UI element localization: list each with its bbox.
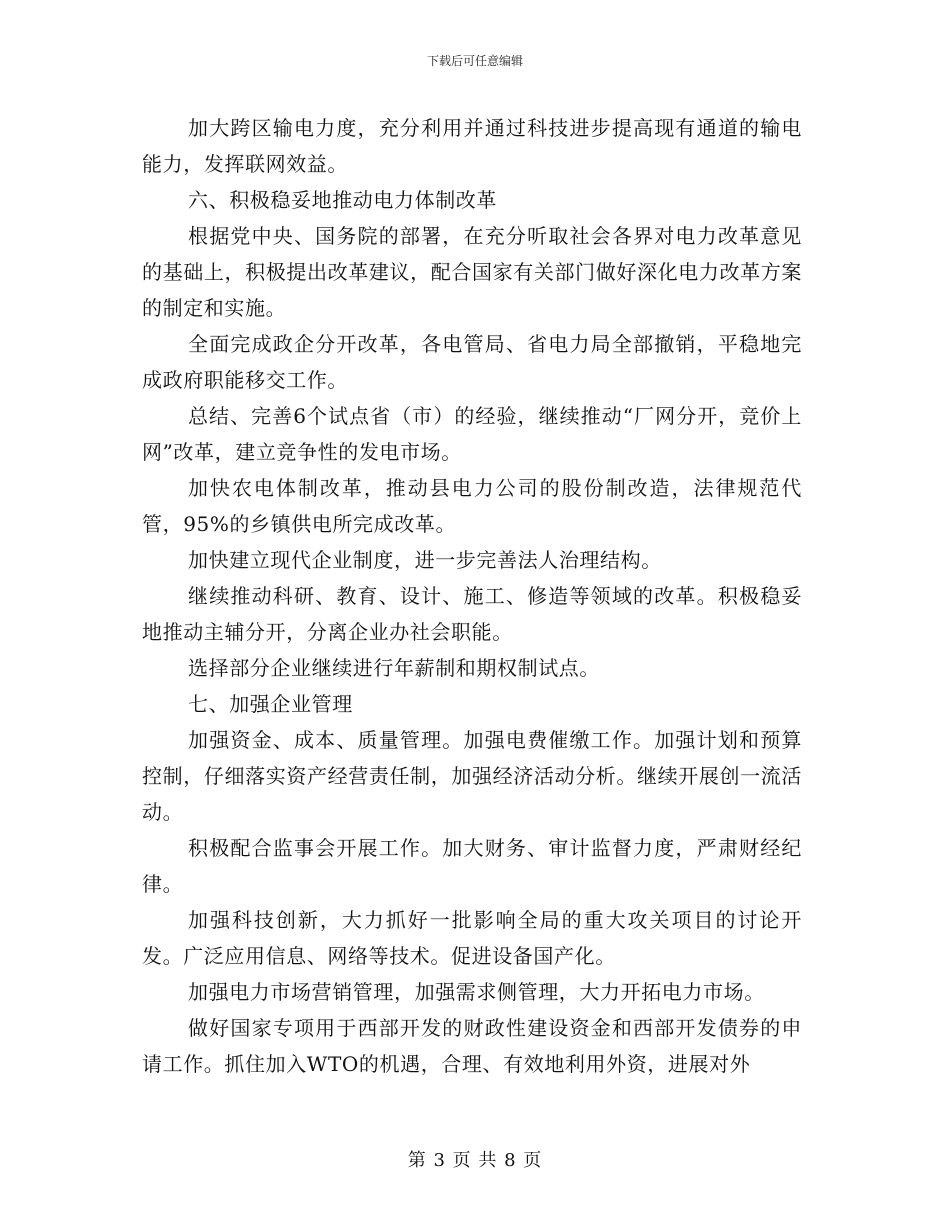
- paragraph-8: 选择部分企业继续进行年薪制和期权制试点。: [188, 656, 600, 680]
- paragraph-12: 加强电力市场营销管理，加强需求侧管理，大力开拓电力市场。: [188, 980, 765, 1004]
- paragraph-4: 总结、完善6个试点省（市）的经验，继续推动“厂网分开，竞价上网”改革，建立竞争性的发电市场。: [142, 404, 802, 464]
- paragraph-5: 加快农电体制改革，推动县电力公司的股份制改造，法律规范代管，95%的乡镇供电所完成改革。: [142, 476, 802, 536]
- paragraph-13: 做好国家专项用于西部开发的财政性建设资金和西部开发债券的申请工作。抓住加入WTO的机遇，合理、有效地利用外资，进展对外: [142, 1016, 802, 1076]
- paragraph-3: 全面完成政企分开改革，各电管局、省电力局全部撤销，平稳地完成政府职能移交工作。: [142, 332, 802, 392]
- section-heading-6: 六、积极稳妥地推动电力体制改革: [188, 188, 497, 212]
- paragraph-7: 继续推动科研、教育、设计、施工、修造等领域的改革。积极稳妥地推动主辅分开，分离企业办社会职能。: [142, 584, 802, 644]
- page-header: 下载后可任意编辑: [426, 54, 523, 68]
- page-footer: 第 3 页 共 8 页: [407, 1150, 543, 1171]
- paragraph-10: 积极配合监事会开展工作。加大财务、审计监督力度，严肃财经纪律。: [142, 836, 802, 896]
- section-heading-7: 七、加强企业管理: [188, 692, 353, 716]
- paragraph-9: 加强资金、成本、质量管理。加强电费催缴工作。加强计划和预算控制，仔细落实资产经营责任制，加强经济活动分析。继续开展创一流活动。: [142, 728, 802, 824]
- document-body: [142, 110, 802, 1082]
- paragraph-6: 加快建立现代企业制度，进一步完善法人治理结构。: [188, 548, 662, 572]
- paragraph-1: 加大跨区输电力度，充分利用并通过科技进步提高现有通道的输电能力，发挥联网效益。: [142, 116, 802, 176]
- paragraph-11: 加强科技创新，大力抓好一批影响全局的重大攻关项目的讨论开发。广泛应用信息、网络等技术。促进设备国产化。: [142, 908, 802, 968]
- paragraph-2: 根据党中央、国务院的部署，在充分听取社会各界对电力改革意见的基础上，积极提出改革建议，配合国家有关部门做好深化电力改革方案的制定和实施。: [142, 224, 802, 320]
